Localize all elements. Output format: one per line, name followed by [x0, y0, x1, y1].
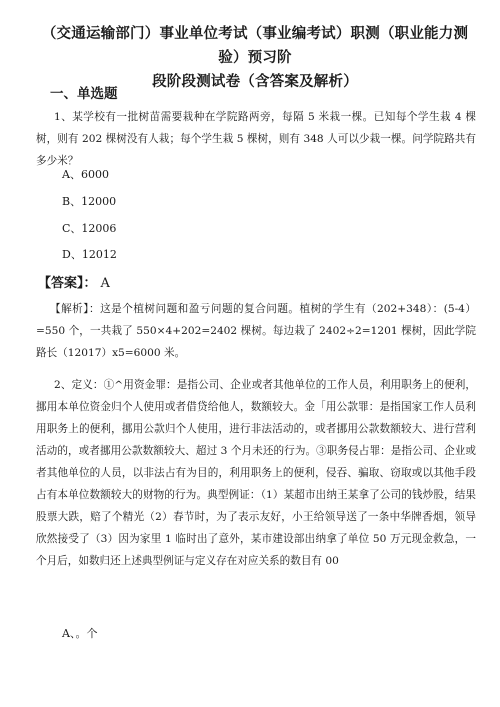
question-1-option-c: C、12006 [62, 222, 117, 235]
question-1-analysis: 【解析】：这是个植树问题和盈亏问题的复合问题。植树的学生有（202+348）：(5-4）=550 个，一共栽了 550×4+202=2402 棵树。每边栽了 2402÷2=1201 棵树，因此学院路长（12017）x5=6000 米。 [36, 303, 476, 359]
question-1-stem: 1、某学校有一批树苗需要栽种在学院路两旁，每隔 5 米栽一棵。已知每个学生栽 4 棵树，则有 202 棵树没有人栽；每个学生栽 5 棵树，则有 348 人可以少栽一棵。问学院路共有多少米？ [36, 111, 476, 167]
section-heading: 一、单选题 [50, 86, 118, 102]
question-1-option-a: A、6000 [62, 168, 109, 181]
question-1-option-b: B、12000 [62, 195, 117, 208]
question-2-stem: 2、定义：①^用资金罪：是指公司、企业或者其他单位的工作人员，利用职务上的便利，挪用本单位资金归个人使用或者借贷给他人，数额较大。金「用公款罪：是指国家工作人员利用职务上的便利，挪用公款归个人使用，进行非法活动的，或者挪用公款数额较大、进行营利活动的，或者挪用公款数额较大、超过 3 个月未还的行为。③职务侵占罪：是指公司、企业或者其他单位的人员，以非法占有为目的，利用职务上的便利，侵吞、骗取、窃取或以其他手段占有本单位数额较大的财物的行为。典型例证：（1）某超市出纳王某拿了公司的钱炒股，结果股票大跌，赔了个精光（2）春节时，为了表示友好，小王给领导送了一条中华牌香烟，领导欣然接受了（3）因为家里 1 临时出了意外，某市建设部出纳拿了单位 50 万元现金救急，一个月后，如数归还上述典型例证与定义存在对应关系的数目有 00 [36, 379, 476, 567]
question-2-option-a: A、。个 [62, 627, 98, 640]
answer-label: 【答案】： [38, 276, 97, 291]
answer-line [38, 272, 110, 291]
question-1-option-d: D、12012 [62, 248, 117, 261]
answer-value: A [100, 276, 110, 291]
title-line-2: 段阶段测试卷（含答案及解析） [152, 74, 358, 90]
title-line-1: （交通运输部门）事业单位考试（事业编考试）职测（职业能力测验）预习阶 [41, 26, 469, 66]
